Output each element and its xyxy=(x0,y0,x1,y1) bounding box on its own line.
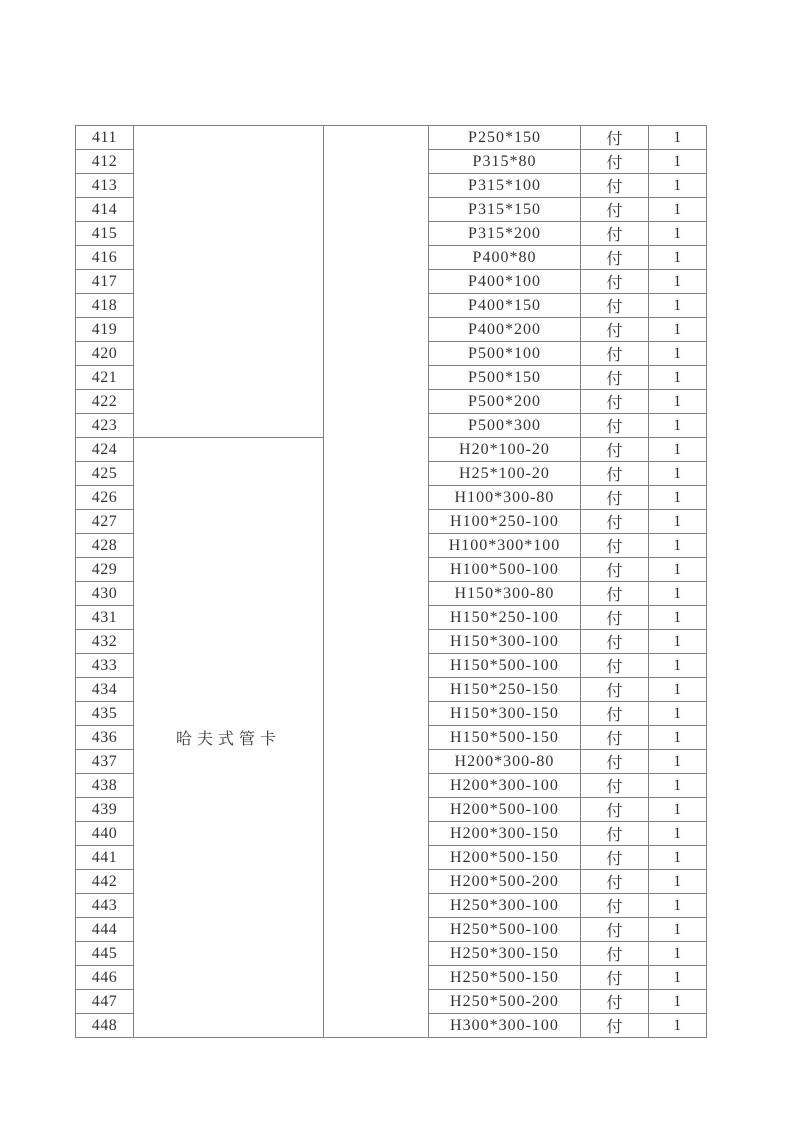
qty-cell: 1 xyxy=(649,1014,707,1038)
row-number-cell: 416 xyxy=(76,246,134,270)
spec-cell: H200*300-100 xyxy=(429,774,581,798)
spec-cell: H250*500-200 xyxy=(429,990,581,1014)
row-number-cell: 411 xyxy=(76,126,134,150)
unit-cell: 付 xyxy=(581,558,649,582)
unit-cell: 付 xyxy=(581,726,649,750)
qty-cell: 1 xyxy=(649,654,707,678)
row-number-cell: 419 xyxy=(76,318,134,342)
qty-cell: 1 xyxy=(649,198,707,222)
row-number-cell: 444 xyxy=(76,918,134,942)
qty-cell: 1 xyxy=(649,150,707,174)
row-number-cell: 446 xyxy=(76,966,134,990)
unit-cell: 付 xyxy=(581,462,649,486)
qty-cell: 1 xyxy=(649,534,707,558)
row-number-cell: 428 xyxy=(76,534,134,558)
row-number-cell: 438 xyxy=(76,774,134,798)
spec-cell: P400*150 xyxy=(429,294,581,318)
spec-cell: H200*500-200 xyxy=(429,870,581,894)
spec-cell: H200*300-80 xyxy=(429,750,581,774)
spec-cell: P500*300 xyxy=(429,414,581,438)
row-number-cell: 415 xyxy=(76,222,134,246)
row-number-cell: 447 xyxy=(76,990,134,1014)
spec-cell: P315*100 xyxy=(429,174,581,198)
row-number-cell: 424 xyxy=(76,438,134,462)
qty-cell: 1 xyxy=(649,870,707,894)
unit-cell: 付 xyxy=(581,918,649,942)
unit-cell: 付 xyxy=(581,294,649,318)
unit-cell: 付 xyxy=(581,414,649,438)
unit-cell: 付 xyxy=(581,870,649,894)
spec-cell: H20*100-20 xyxy=(429,438,581,462)
spec-cell: H150*300-150 xyxy=(429,702,581,726)
row-number-cell: 433 xyxy=(76,654,134,678)
row-number-cell: 436 xyxy=(76,726,134,750)
unit-cell: 付 xyxy=(581,582,649,606)
row-number-cell: 442 xyxy=(76,870,134,894)
qty-cell: 1 xyxy=(649,726,707,750)
spec-cell: H100*500-100 xyxy=(429,558,581,582)
unit-cell: 付 xyxy=(581,222,649,246)
parts-table xyxy=(75,125,707,1038)
unit-cell: 付 xyxy=(581,510,649,534)
spec-cell: H200*500-100 xyxy=(429,798,581,822)
qty-cell: 1 xyxy=(649,486,707,510)
spec-cell: H25*100-20 xyxy=(429,462,581,486)
category-name-cell xyxy=(134,126,324,438)
spec-cell: H200*500-150 xyxy=(429,846,581,870)
unit-cell: 付 xyxy=(581,198,649,222)
qty-cell: 1 xyxy=(649,966,707,990)
spec-cell: H100*300-80 xyxy=(429,486,581,510)
row-number-cell: 432 xyxy=(76,630,134,654)
qty-cell: 1 xyxy=(649,366,707,390)
row-number-cell: 443 xyxy=(76,894,134,918)
row-number-cell: 421 xyxy=(76,366,134,390)
qty-cell: 1 xyxy=(649,918,707,942)
unit-cell: 付 xyxy=(581,822,649,846)
unit-cell: 付 xyxy=(581,990,649,1014)
parts-table-body xyxy=(76,126,707,1038)
spec-cell: H200*300-150 xyxy=(429,822,581,846)
qty-cell: 1 xyxy=(649,294,707,318)
spec-cell: H250*500-100 xyxy=(429,918,581,942)
unit-cell: 付 xyxy=(581,390,649,414)
row-number-cell: 426 xyxy=(76,486,134,510)
spec-cell: H150*500-100 xyxy=(429,654,581,678)
spec-cell: P315*200 xyxy=(429,222,581,246)
spacer-column-cell xyxy=(324,126,429,1038)
unit-cell: 付 xyxy=(581,966,649,990)
unit-cell: 付 xyxy=(581,630,649,654)
row-number-cell: 434 xyxy=(76,678,134,702)
qty-cell: 1 xyxy=(649,510,707,534)
unit-cell: 付 xyxy=(581,174,649,198)
qty-cell: 1 xyxy=(649,582,707,606)
row-number-cell: 418 xyxy=(76,294,134,318)
spec-cell: P250*150 xyxy=(429,126,581,150)
spec-cell: H100*250-100 xyxy=(429,510,581,534)
unit-cell: 付 xyxy=(581,486,649,510)
qty-cell: 1 xyxy=(649,462,707,486)
row-number-cell: 441 xyxy=(76,846,134,870)
row-number-cell: 423 xyxy=(76,414,134,438)
unit-cell: 付 xyxy=(581,438,649,462)
unit-cell: 付 xyxy=(581,366,649,390)
qty-cell: 1 xyxy=(649,990,707,1014)
qty-cell: 1 xyxy=(649,438,707,462)
row-number-cell: 412 xyxy=(76,150,134,174)
qty-cell: 1 xyxy=(649,390,707,414)
spec-cell: H150*250-100 xyxy=(429,606,581,630)
unit-cell: 付 xyxy=(581,654,649,678)
unit-cell: 付 xyxy=(581,678,649,702)
qty-cell: 1 xyxy=(649,822,707,846)
spec-cell: H250*300-150 xyxy=(429,942,581,966)
row-number-cell: 420 xyxy=(76,342,134,366)
unit-cell: 付 xyxy=(581,534,649,558)
spec-cell: H250*500-150 xyxy=(429,966,581,990)
spec-cell: H150*250-150 xyxy=(429,678,581,702)
qty-cell: 1 xyxy=(649,414,707,438)
unit-cell: 付 xyxy=(581,1014,649,1038)
qty-cell: 1 xyxy=(649,342,707,366)
unit-cell: 付 xyxy=(581,246,649,270)
unit-cell: 付 xyxy=(581,942,649,966)
row-number-cell: 417 xyxy=(76,270,134,294)
category-name-cell: 哈夫式管卡 xyxy=(134,438,324,1038)
unit-cell: 付 xyxy=(581,342,649,366)
spec-cell: H150*500-150 xyxy=(429,726,581,750)
row-number-cell: 427 xyxy=(76,510,134,534)
qty-cell: 1 xyxy=(649,894,707,918)
spec-cell: P400*80 xyxy=(429,246,581,270)
unit-cell: 付 xyxy=(581,606,649,630)
unit-cell: 付 xyxy=(581,270,649,294)
row-number-cell: 425 xyxy=(76,462,134,486)
row-number-cell: 448 xyxy=(76,1014,134,1038)
unit-cell: 付 xyxy=(581,702,649,726)
qty-cell: 1 xyxy=(649,846,707,870)
spec-cell: H100*300*100 xyxy=(429,534,581,558)
spec-cell: P315*80 xyxy=(429,150,581,174)
unit-cell: 付 xyxy=(581,846,649,870)
qty-cell: 1 xyxy=(649,606,707,630)
row-number-cell: 414 xyxy=(76,198,134,222)
spec-cell: H250*300-100 xyxy=(429,894,581,918)
row-number-cell: 413 xyxy=(76,174,134,198)
qty-cell: 1 xyxy=(649,750,707,774)
unit-cell: 付 xyxy=(581,750,649,774)
qty-cell: 1 xyxy=(649,318,707,342)
spec-cell: H150*300-100 xyxy=(429,630,581,654)
row-number-cell: 435 xyxy=(76,702,134,726)
row-number-cell: 439 xyxy=(76,798,134,822)
spec-cell: P400*100 xyxy=(429,270,581,294)
qty-cell: 1 xyxy=(649,126,707,150)
spec-cell: P315*150 xyxy=(429,198,581,222)
unit-cell: 付 xyxy=(581,774,649,798)
row-number-cell: 422 xyxy=(76,390,134,414)
unit-cell: 付 xyxy=(581,318,649,342)
qty-cell: 1 xyxy=(649,222,707,246)
qty-cell: 1 xyxy=(649,270,707,294)
qty-cell: 1 xyxy=(649,174,707,198)
spec-cell: P500*150 xyxy=(429,366,581,390)
spec-cell: H150*300-80 xyxy=(429,582,581,606)
table-row xyxy=(76,126,707,150)
row-number-cell: 445 xyxy=(76,942,134,966)
row-number-cell: 437 xyxy=(76,750,134,774)
qty-cell: 1 xyxy=(649,246,707,270)
qty-cell: 1 xyxy=(649,702,707,726)
spec-cell: P400*200 xyxy=(429,318,581,342)
unit-cell: 付 xyxy=(581,894,649,918)
qty-cell: 1 xyxy=(649,558,707,582)
qty-cell: 1 xyxy=(649,678,707,702)
spec-cell: P500*100 xyxy=(429,342,581,366)
qty-cell: 1 xyxy=(649,798,707,822)
row-number-cell: 440 xyxy=(76,822,134,846)
row-number-cell: 429 xyxy=(76,558,134,582)
qty-cell: 1 xyxy=(649,774,707,798)
qty-cell: 1 xyxy=(649,942,707,966)
row-number-cell: 431 xyxy=(76,606,134,630)
row-number-cell: 430 xyxy=(76,582,134,606)
unit-cell: 付 xyxy=(581,126,649,150)
qty-cell: 1 xyxy=(649,630,707,654)
unit-cell: 付 xyxy=(581,798,649,822)
spec-cell: H300*300-100 xyxy=(429,1014,581,1038)
unit-cell: 付 xyxy=(581,150,649,174)
spec-cell: P500*200 xyxy=(429,390,581,414)
